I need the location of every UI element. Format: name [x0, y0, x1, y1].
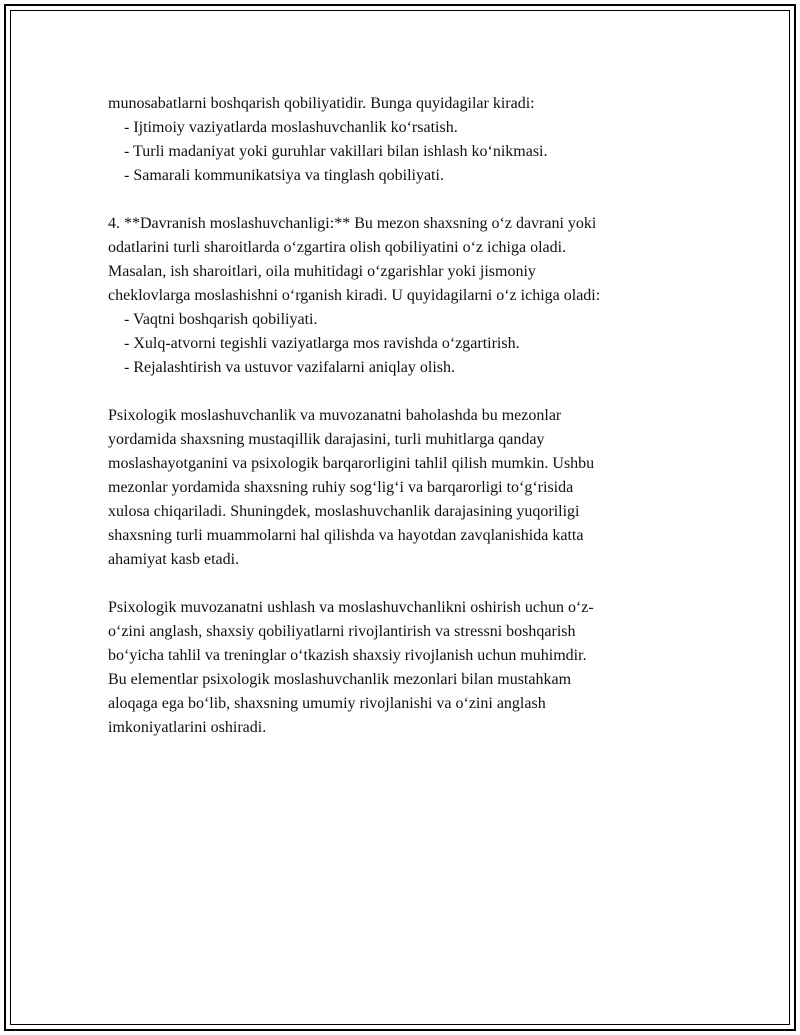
text-line: aloqaga ega bo‘lib, shaxsning umumiy rivojlanishi va o‘zini anglash [108, 695, 546, 712]
text-line: cheklovlarga moslashishni o‘rganish kiradi. U quyidagilarni o‘z ichiga oladi: [108, 287, 601, 304]
text-line: ahamiyat kasb etadi. [108, 551, 240, 568]
text-line: bo‘yicha tahlil va treninglar o‘tkazish shaxsiy rivojlanish uchun muhimdir. [108, 647, 587, 664]
bullet-item: - Vaqtni boshqarish qobiliyati. [124, 311, 318, 328]
bullet-item: - Turli madaniyat yoki guruhlar vakillari bilan ishlash ko‘nikmasi. [124, 143, 548, 160]
text-line: o‘zini anglash, shaxsiy qobiliyatlarni rivojlantirish va stressni boshqarish [108, 623, 576, 640]
text-line: xulosa chiqariladi. Shuningdek, moslashuvchanlik darajasining yuqoriligi [108, 503, 580, 520]
text-line: moslashayotganini va psixologik barqarorligini tahlil qilish mumkin. Ushbu [108, 455, 595, 472]
text-line: Psixologik muvozanatni ushlash va moslashuvchanlikni oshirish uchun o‘z- [108, 599, 594, 616]
text-line: Masalan, ish sharoitlari, oila muhitidagi o‘zgarishlar yoki jismoniy [108, 263, 536, 280]
text-line: mezonlar yordamida shaxsning ruhiy sog‘lig‘i va barqarorligi to‘g‘risida [108, 479, 574, 496]
section-intro [108, 92, 688, 188]
text-line: Bu elementlar psixologik moslashuvchanlik mezonlari bilan mustahkam [108, 671, 572, 688]
text-line: odatlarini turli sharoitlarda o‘zgartira olish qobiliyatini o‘z ichiga oladi. [108, 239, 567, 256]
text-line: munosabatlarni boshqarish qobiliyatidir. Bunga quyidagilar kiradi: [108, 95, 535, 112]
bullet-item: - Ijtimoiy vaziyatlarda moslashuvchanlik ko‘rsatish. [124, 119, 458, 136]
text-line: imkoniyatlarini oshiradi. [108, 719, 267, 736]
paragraph-assessment [108, 404, 688, 572]
bullet-item: - Xulq-atvorni tegishli vaziyatlarga mos ravishda o‘zgartirish. [124, 335, 520, 352]
paragraph-development [108, 596, 688, 740]
paragraph-gap [108, 572, 688, 596]
paragraph-gap [108, 188, 688, 212]
section-4-davranish [108, 212, 688, 380]
section-heading-line: 4. **Davranish moslashuvchanligi:** Bu mezon shaxsning o‘z davrani yoki [108, 215, 597, 232]
bullet-item: - Rejalashtirish va ustuvor vazifalarni aniqlay olish. [124, 359, 456, 376]
text-line: yordamida shaxsning mustaqillik darajasini, turli muhitlarga qanday [108, 431, 545, 448]
text-line: shaxsning turli muammolarni hal qilishda va hayotdan zavqlanishida katta [108, 527, 584, 544]
paragraph-gap [108, 380, 688, 404]
text-line: Psixologik moslashuvchanlik va muvozanatni baholashda bu mezonlar [108, 407, 562, 424]
bullet-item: - Samarali kommunikatsiya va tinglash qobiliyati. [124, 167, 444, 184]
document-body [108, 92, 688, 740]
